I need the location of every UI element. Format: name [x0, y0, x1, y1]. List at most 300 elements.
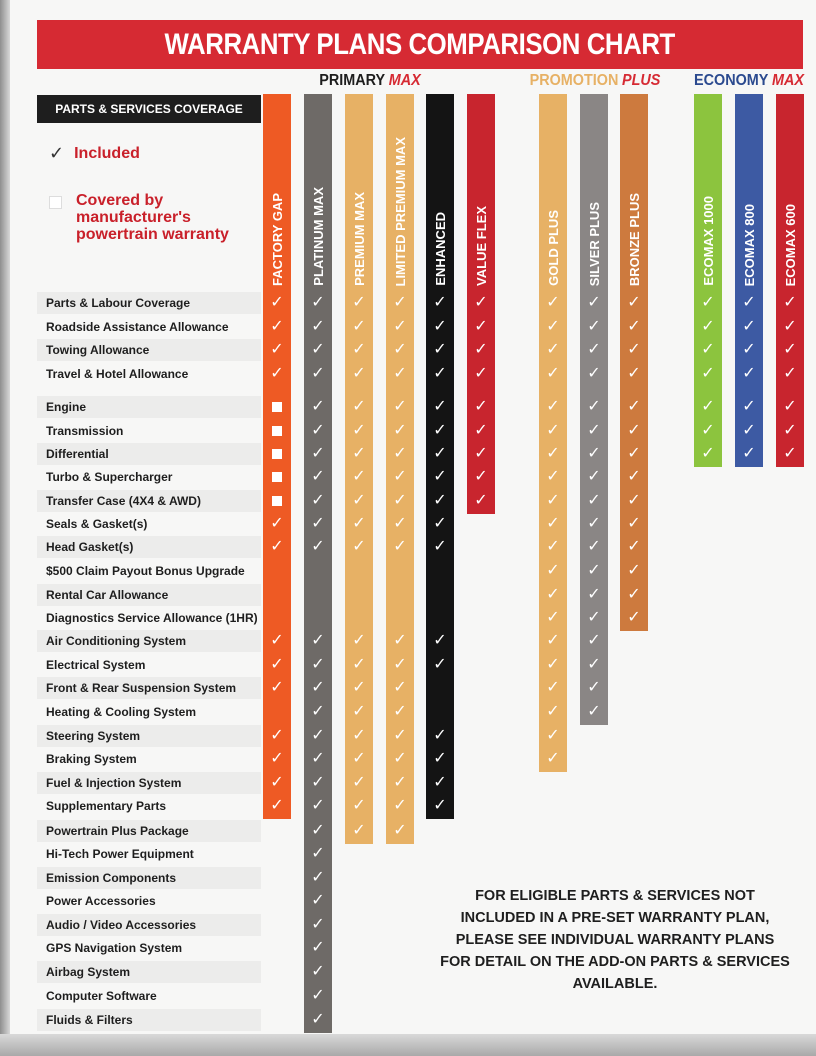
check-icon: ✓	[433, 422, 447, 439]
plan-cell	[263, 795, 291, 817]
check-icon: ✓	[587, 341, 601, 358]
check-icon: ✓	[546, 703, 560, 720]
check-icon: ✓	[474, 422, 488, 439]
plan-cell	[386, 420, 414, 442]
plan-cell	[539, 536, 567, 558]
plan-cell	[776, 316, 804, 338]
row-label: Airbag System	[46, 965, 131, 979]
plan-cell	[304, 985, 332, 1007]
plan-cell	[386, 443, 414, 465]
check-icon: ✓	[587, 538, 601, 555]
check-icon: ✓	[433, 341, 447, 358]
check-icon: ✓	[393, 492, 407, 509]
plan-cell	[620, 396, 648, 418]
plan-cell	[694, 396, 722, 418]
check-icon: ✓	[742, 294, 756, 311]
plan-cell	[735, 363, 763, 385]
plan-cell	[539, 654, 567, 676]
check-icon: ✓	[352, 750, 366, 767]
plan-cell	[426, 339, 454, 361]
plan-cell	[620, 339, 648, 361]
check-icon: ✓	[433, 398, 447, 415]
plan-column-header	[345, 94, 373, 286]
check-icon: ✓	[352, 632, 366, 649]
plan-cell	[426, 536, 454, 558]
plan-cell	[345, 339, 373, 361]
plan-name: ECOMAX 600	[782, 203, 798, 286]
row-label: Supplementary Parts	[46, 799, 167, 813]
plan-cell	[580, 363, 608, 385]
check-icon: ✓	[546, 365, 560, 382]
row-label: Hi-Tech Power Equipment	[46, 847, 194, 861]
plan-cell	[426, 654, 454, 676]
plan-cell	[304, 1009, 332, 1031]
plan-cell	[304, 536, 332, 558]
plan-cell	[304, 795, 332, 817]
plan-cell	[735, 292, 763, 314]
check-icon: ✓	[627, 538, 641, 555]
page-shadow-left	[0, 0, 10, 1056]
plan-cell	[467, 490, 495, 512]
row-label: Fuel & Injection System	[46, 776, 182, 790]
check-icon: ✓	[627, 422, 641, 439]
check-icon: ✓	[393, 365, 407, 382]
row-label: Power Accessories	[46, 894, 156, 908]
group-name: PROMOTION	[529, 72, 619, 89]
plan-cell	[304, 654, 332, 676]
check-icon: ✓	[433, 515, 447, 532]
plan-cell	[263, 654, 291, 676]
plan-cell	[263, 466, 291, 488]
legend-covered-line: Covered by	[76, 192, 164, 209]
check-icon: ✓	[270, 515, 284, 532]
plan-cell	[263, 725, 291, 747]
check-icon: ✓	[393, 515, 407, 532]
check-icon: ✓	[393, 468, 407, 485]
plan-cell	[539, 513, 567, 535]
row-label: Towing Allowance	[46, 343, 150, 357]
plan-column-header	[776, 94, 804, 286]
plan-cell	[539, 339, 567, 361]
plan-cell	[386, 677, 414, 699]
plan-cell	[304, 513, 332, 535]
plan-cell	[263, 443, 291, 465]
plan-cell	[426, 443, 454, 465]
plan-name: PLATINUM MAX	[310, 187, 326, 286]
plan-column	[304, 94, 332, 1033]
plan-cell	[345, 701, 373, 723]
check-icon: ✓	[783, 294, 797, 311]
plan-cell	[426, 795, 454, 817]
check-icon: ✓	[587, 365, 601, 382]
plan-cell	[386, 490, 414, 512]
legend-covered-line: manufacturer's	[76, 209, 191, 226]
plan-cell	[345, 292, 373, 314]
check-icon: ✓	[393, 774, 407, 791]
plan-cell	[426, 420, 454, 442]
plan-cell	[263, 772, 291, 794]
plan-cell	[580, 292, 608, 314]
plan-cell	[467, 420, 495, 442]
check-icon: ✓	[474, 398, 488, 415]
check-icon: ✓	[393, 679, 407, 696]
check-icon: ✓	[587, 679, 601, 696]
plan-column	[467, 94, 495, 514]
plan-cell	[539, 292, 567, 314]
check-icon: ✓	[352, 468, 366, 485]
row-label: Transmission	[46, 424, 124, 438]
check-icon: ✓	[352, 445, 366, 462]
check-icon: ✓	[433, 797, 447, 814]
check-icon: ✓	[587, 294, 601, 311]
plan-cell	[580, 607, 608, 629]
square-icon	[272, 426, 282, 436]
check-icon: ✓	[587, 656, 601, 673]
plan-cell	[304, 867, 332, 889]
plan-cell	[263, 363, 291, 385]
plan-cell	[386, 630, 414, 652]
plan-column	[776, 94, 804, 467]
plan-cell	[386, 339, 414, 361]
check-icon: ✓	[587, 445, 601, 462]
check-icon: ✓	[433, 492, 447, 509]
plan-cell	[426, 396, 454, 418]
check-icon: ✓	[352, 797, 366, 814]
check-icon: ✓	[474, 365, 488, 382]
plan-cell	[735, 339, 763, 361]
check-icon: ✓	[311, 318, 325, 335]
check-icon: ✓	[783, 318, 797, 335]
plan-cell	[539, 420, 567, 442]
check-icon: ✓	[311, 916, 325, 933]
check-icon: ✓	[587, 422, 601, 439]
plan-cell	[580, 584, 608, 606]
check-icon: ✓	[627, 341, 641, 358]
plan-cell	[386, 748, 414, 770]
plan-cell	[539, 316, 567, 338]
legend-included	[49, 143, 140, 164]
check-icon: ✓	[742, 365, 756, 382]
row-label: Roadside Assistance Allowance	[46, 320, 229, 334]
check-icon: ✓	[587, 562, 601, 579]
plan-cell	[345, 420, 373, 442]
plan-cell	[580, 443, 608, 465]
check-icon: ✓	[627, 468, 641, 485]
check-icon: ✓	[311, 515, 325, 532]
plan-cell	[304, 396, 332, 418]
plan-cell	[776, 443, 804, 465]
check-icon: ✓	[352, 703, 366, 720]
plan-cell	[304, 725, 332, 747]
plan-cell	[620, 420, 648, 442]
plan-cell	[386, 513, 414, 535]
plan-cell	[345, 363, 373, 385]
check-icon: ✓	[270, 538, 284, 555]
check-icon: ✓	[701, 294, 715, 311]
plan-column	[263, 94, 291, 819]
plan-cell	[304, 292, 332, 314]
row-label: Diagnostics Service Allowance (1HR)	[46, 611, 258, 625]
plan-cell	[345, 795, 373, 817]
plan-cell	[580, 630, 608, 652]
row-label: Transfer Case (4X4 & AWD)	[46, 494, 201, 508]
plan-cell	[345, 490, 373, 512]
row-label: Travel & Hotel Allowance	[46, 367, 189, 381]
row-label: Audio / Video Accessories	[46, 918, 197, 932]
check-icon: ✓	[783, 445, 797, 462]
check-icon: ✓	[474, 492, 488, 509]
plan-cell	[467, 363, 495, 385]
check-icon: ✓	[783, 341, 797, 358]
plan-cell	[580, 420, 608, 442]
check-icon: ✓	[433, 774, 447, 791]
plan-cell	[304, 914, 332, 936]
check-icon: ✓	[352, 774, 366, 791]
check-icon: ✓	[270, 632, 284, 649]
check-icon: ✓	[433, 632, 447, 649]
plan-cell	[426, 466, 454, 488]
row-label: Steering System	[46, 729, 141, 743]
check-icon: ✓	[587, 632, 601, 649]
check-icon: ✓	[433, 727, 447, 744]
plan-cell	[304, 748, 332, 770]
check-icon: ✓	[433, 294, 447, 311]
plan-cell	[304, 961, 332, 983]
check-icon: ✓	[433, 318, 447, 335]
plan-name: ECOMAX 800	[741, 203, 757, 286]
check-icon: ✓	[433, 445, 447, 462]
check-icon: ✓	[701, 422, 715, 439]
square-icon	[272, 402, 282, 412]
plan-cell	[345, 725, 373, 747]
check-icon: ✓	[742, 318, 756, 335]
check-icon: ✓	[546, 341, 560, 358]
check-icon: ✓	[393, 294, 407, 311]
plan-cell	[304, 772, 332, 794]
plan-cell	[426, 490, 454, 512]
row-label: Rental Car Allowance	[46, 588, 169, 602]
plan-cell	[426, 316, 454, 338]
coverage-heading-text: PARTS & SERVICES COVERAGE	[55, 102, 243, 116]
plan-cell	[345, 654, 373, 676]
check-icon: ✓	[352, 318, 366, 335]
plan-cell	[694, 443, 722, 465]
square-icon	[272, 472, 282, 482]
check-icon: ✓	[627, 445, 641, 462]
plan-cell	[735, 396, 763, 418]
plan-cell	[580, 396, 608, 418]
plan-cell	[620, 513, 648, 535]
plan-cell	[304, 630, 332, 652]
row-label: Heating & Cooling System	[46, 705, 197, 719]
check-icon: ✓	[393, 727, 407, 744]
check-icon: ✓	[627, 492, 641, 509]
check-icon: ✓	[742, 445, 756, 462]
check-icon: ✓	[742, 398, 756, 415]
check-icon: ✓	[546, 538, 560, 555]
plan-cell	[580, 654, 608, 676]
plan-cell	[620, 466, 648, 488]
check-icon: ✓	[270, 727, 284, 744]
plan-cell	[304, 843, 332, 865]
plan-name: BRONZE PLUS	[626, 192, 642, 286]
check-icon: ✓	[393, 445, 407, 462]
check-icon: ✓	[393, 656, 407, 673]
plan-column-header	[304, 94, 332, 286]
plan-cell	[467, 292, 495, 314]
plan-cell	[539, 607, 567, 629]
plan-cell	[620, 490, 648, 512]
plan-cell	[426, 513, 454, 535]
check-icon: ✓	[311, 632, 325, 649]
row-label: Engine	[46, 400, 87, 414]
plan-column-header	[539, 94, 567, 286]
check-icon: ✓	[393, 538, 407, 555]
plan-cell	[304, 820, 332, 842]
plan-cell	[620, 316, 648, 338]
check-icon: ✓	[627, 294, 641, 311]
check-icon: ✓	[393, 422, 407, 439]
check-icon: ✓	[393, 750, 407, 767]
check-icon: ✓	[701, 398, 715, 415]
plan-cell	[539, 363, 567, 385]
plan-cell	[304, 420, 332, 442]
plan-cell	[304, 677, 332, 699]
plan-cell	[539, 396, 567, 418]
plan-column	[345, 94, 373, 844]
plan-cell	[467, 316, 495, 338]
plan-cell	[620, 607, 648, 629]
check-icon: ✓	[627, 318, 641, 335]
plan-column-header	[620, 94, 648, 286]
check-icon: ✓	[546, 656, 560, 673]
plan-cell	[304, 443, 332, 465]
row-label: Fluids & Filters	[46, 1013, 133, 1027]
plan-cell	[539, 443, 567, 465]
plan-cell	[694, 292, 722, 314]
plan-name: ENHANCED	[432, 212, 448, 286]
check-icon: ✓	[587, 609, 601, 626]
plan-cell	[426, 630, 454, 652]
plan-cell	[539, 701, 567, 723]
check-icon: ✓	[311, 365, 325, 382]
plan-column	[426, 94, 454, 819]
check-icon: ✓	[311, 845, 325, 862]
check-icon: ✓	[311, 492, 325, 509]
square-icon	[272, 449, 282, 459]
square-icon	[49, 196, 62, 209]
legend-covered-line: powertrain warranty	[76, 226, 229, 243]
plan-cell	[263, 490, 291, 512]
plan-cell	[694, 363, 722, 385]
plan-cell	[304, 363, 332, 385]
plan-cell	[426, 772, 454, 794]
check-icon: ✓	[587, 468, 601, 485]
check-icon: ✓	[311, 422, 325, 439]
row-label: Parts & Labour Coverage	[46, 296, 191, 310]
check-icon: ✓	[270, 750, 284, 767]
row-label: Seals & Gasket(s)	[46, 517, 148, 531]
check-icon: ✓	[352, 294, 366, 311]
check-icon: ✓	[352, 656, 366, 673]
plan-cell	[304, 339, 332, 361]
check-icon: ✓	[783, 422, 797, 439]
plan-cell	[386, 396, 414, 418]
plan-cell	[580, 316, 608, 338]
plan-column	[694, 94, 722, 467]
plan-column	[580, 94, 608, 725]
check-icon: ✓	[352, 515, 366, 532]
plan-cell	[580, 701, 608, 723]
check-icon: ✓	[546, 398, 560, 415]
check-icon: ✓	[311, 294, 325, 311]
check-icon: ✓	[393, 341, 407, 358]
check-icon: ✓	[627, 515, 641, 532]
plan-cell	[386, 725, 414, 747]
check-icon: ✓	[587, 703, 601, 720]
group-name: ECONOMY	[693, 72, 769, 89]
check-icon: ✓	[311, 398, 325, 415]
plan-cell	[776, 339, 804, 361]
check-icon: ✓	[393, 797, 407, 814]
check-icon: ✓	[270, 774, 284, 791]
plan-name: PREMIUM MAX	[351, 192, 367, 286]
square-icon	[272, 496, 282, 506]
plan-column	[735, 94, 763, 467]
plan-cell	[345, 443, 373, 465]
check-icon: ✓	[546, 515, 560, 532]
check-icon: ✓	[627, 562, 641, 579]
row-label: $500 Claim Payout Bonus Upgrade	[46, 564, 245, 578]
plan-column-header	[580, 94, 608, 286]
plan-cell	[263, 748, 291, 770]
check-icon: ✓	[352, 679, 366, 696]
check-icon: ✓	[311, 892, 325, 909]
check-icon: ✓	[587, 398, 601, 415]
plan-column-header	[386, 94, 414, 286]
plan-cell	[539, 584, 567, 606]
plan-column	[386, 94, 414, 844]
group-label-primary	[307, 72, 433, 94]
plan-cell	[386, 654, 414, 676]
plan-cell	[620, 292, 648, 314]
group-accent: MAX	[388, 72, 421, 89]
plan-cell	[386, 466, 414, 488]
page-shadow-bottom	[0, 1034, 816, 1056]
plan-cell	[345, 772, 373, 794]
plan-column-header	[735, 94, 763, 286]
plan-cell	[345, 748, 373, 770]
plan-cell	[735, 316, 763, 338]
check-icon: ✓	[546, 632, 560, 649]
check-icon: ✓	[546, 562, 560, 579]
plan-cell	[263, 396, 291, 418]
check-icon: ✓	[783, 365, 797, 382]
plan-cell	[426, 748, 454, 770]
check-icon: ✓	[433, 365, 447, 382]
check-icon: ✓	[742, 341, 756, 358]
plan-cell	[694, 316, 722, 338]
check-icon: ✓	[311, 656, 325, 673]
check-icon: ✓	[270, 341, 284, 358]
check-icon: ✓	[270, 656, 284, 673]
check-icon: ✓	[311, 727, 325, 744]
check-icon: ✓	[311, 445, 325, 462]
plan-cell	[345, 820, 373, 842]
plan-cell	[263, 677, 291, 699]
check-icon: ✓	[393, 398, 407, 415]
check-icon: ✓	[352, 727, 366, 744]
